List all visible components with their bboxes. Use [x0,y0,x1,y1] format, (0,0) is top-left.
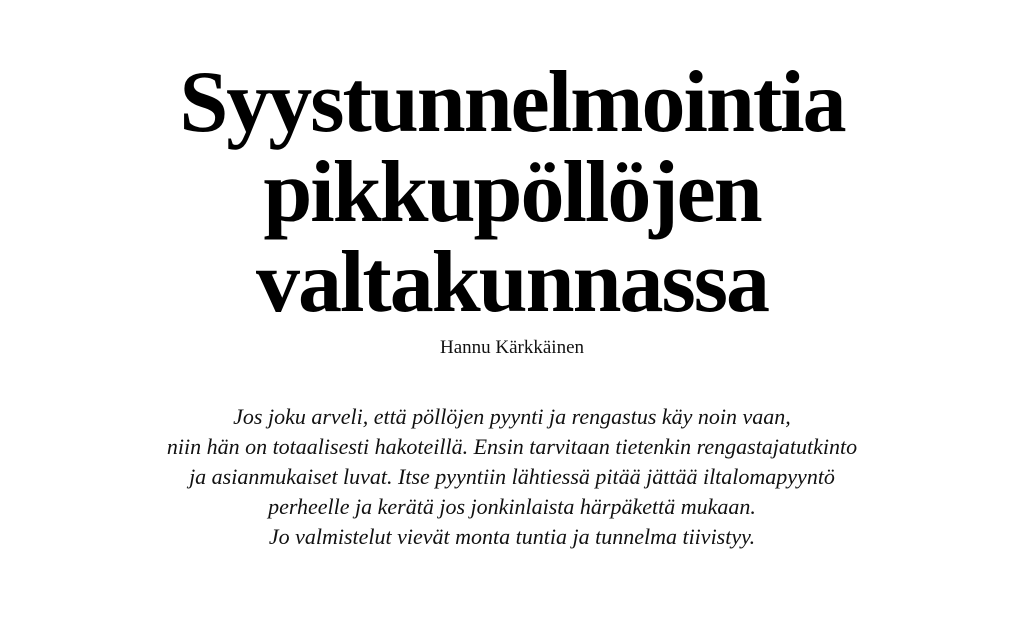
lede-line: perheelle ja kerätä jos jonkinlaista härpäkettä mukaan. [268,494,756,519]
title-line: pikkupöllöjen [263,144,761,241]
article-lede [0,402,1024,552]
lede-line: Jo valmistelut vievät monta tuntia ja tunnelma tiivistyy. [268,524,756,549]
lede-line: Jos joku arveli, että pöllöjen pyynti ja rengastus käy noin vaan, [233,404,791,429]
article-title [0,54,1024,331]
lede-line: niin hän on totaalisesti hakoteillä. Ensin tarvitaan tietenkin rengastajatutkinto [166,434,858,459]
author-byline: Hannu Kärkkäinen [439,337,585,358]
lede-line: ja asianmukaiset luvat. Itse pyyntiin lähtiessä pitää jättää iltalomapyyntö [189,464,835,489]
title-line: valtakunnassa [255,234,768,331]
title-line: Syystunnelmointia [179,54,845,151]
